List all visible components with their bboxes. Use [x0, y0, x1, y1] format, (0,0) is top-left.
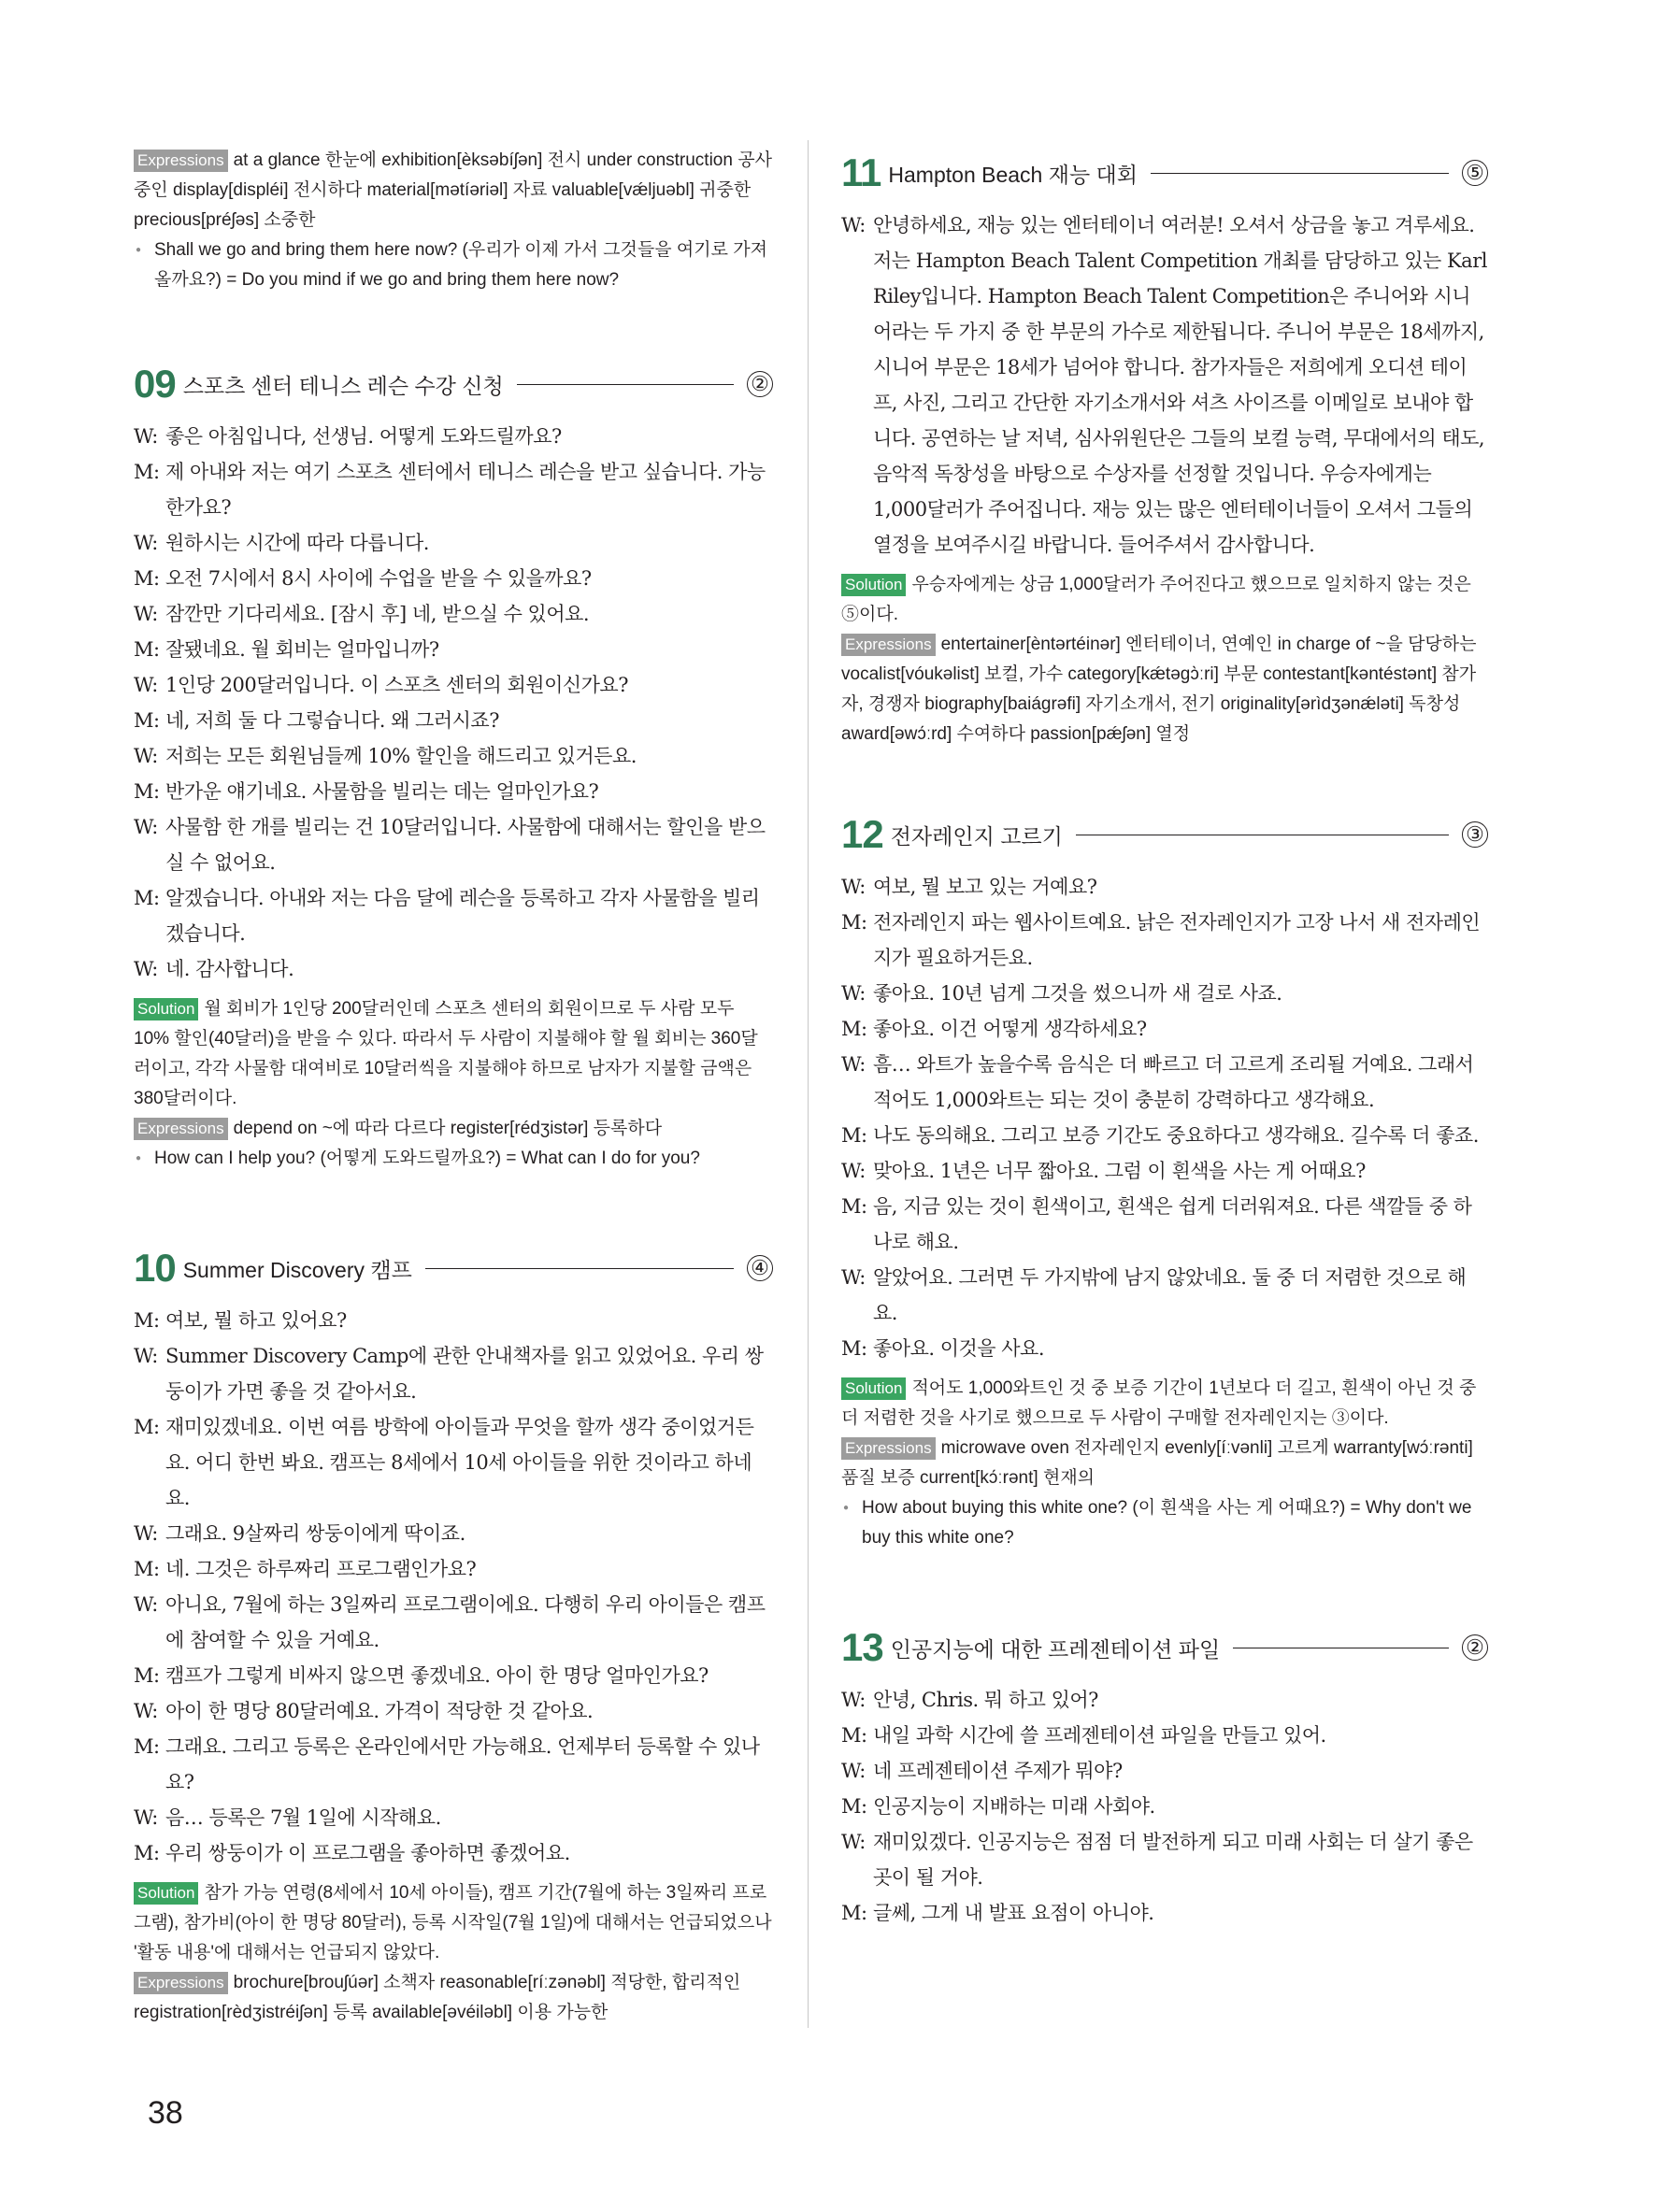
dialogue-line	[134, 951, 773, 987]
dialogue-line	[134, 419, 773, 454]
dialogue-line	[134, 1587, 773, 1658]
dialogue-line	[134, 738, 773, 774]
utterance-text: 사물함 한 개를 빌리는 건 10달러입니다. 사물함에 대해서는 할인을 받으실 수 없어요.	[165, 816, 766, 874]
solution-note: Solution 참가 가능 연령(8세에서 10세 아이들), 캠프 기간(7월에 하는 3일짜리 프로그램), 참가비(아이 한 명당 80달러), 등록 시작일(7월 1일)에 대해서는 언급되었으나 '활동 내용'에 대해서는 언급되지 않았다.	[134, 1883, 772, 1962]
utterance-text: 좋아요. 이건 어떻게 생각하세요?	[873, 1018, 1147, 1040]
utterance-text: 여보, 뭘 하고 있어요?	[165, 1309, 347, 1332]
utterance-text: 재미있겠네요. 이번 여름 방학에 아이들과 무엇을 할까 생각 중이었거든요. 어디 한번 봐요. 캠프는 8세에서 10세 아이들을 위한 것이라고 하네요.	[165, 1416, 754, 1509]
utterance-text: 좋은 아침입니다, 선생님. 어떻게 도와드릴까요?	[165, 425, 562, 448]
speaker-label: M:	[134, 1735, 160, 1758]
utterance-text: 캠프가 그렇게 비싸지 않으면 좋겠네요. 아이 한 명당 얼마인가요?	[165, 1664, 709, 1687]
speaker-label: W:	[134, 1593, 158, 1616]
expressions-note: Expressions depend on ~에 따라 다르다 register[rédʒistər] 등록하다	[134, 1114, 773, 1144]
dialogue-line	[841, 1011, 1488, 1047]
speaker-label: W:	[134, 425, 158, 448]
speaker-label: M:	[134, 1842, 160, 1864]
speaker-label: W:	[134, 745, 158, 767]
dialogue-line	[134, 1303, 773, 1338]
dialogue-line	[134, 632, 773, 667]
speaker-label: M:	[134, 1416, 160, 1438]
utterance-text: 좋아요. 이것을 사요.	[873, 1337, 1044, 1360]
utterance-text: 전자레인지 파는 웹사이트예요. 낡은 전자레인지가 고장 나서 새 전자레인지가 필요하거든요.	[873, 911, 1481, 969]
utterance-text: 원하시는 시간에 따라 다릅니다.	[165, 532, 429, 554]
speaker-label: M:	[134, 887, 160, 909]
dialogue-line	[134, 809, 773, 880]
dialogue	[841, 869, 1488, 1366]
header-rule	[517, 384, 734, 385]
speaker-label: M:	[134, 709, 160, 732]
utterance-text: 안녕하세요, 재능 있는 엔터테이너 여러분! 오셔서 상금을 놓고 겨루세요. 저는 Hampton Beach Talent Competition 개최를 담당하고 있는 Karl Riley입니다. Hampton Beach Talent Competition은 주니어와 시니어라는 두 가지 중 한 부문의 가수로 제한됩니다. 주니어 부문은 18세까지, 시니어 부문은 18세가 넘어야 합니다. 참가자들은 저희에게 오디션 테이프, 사진, 그리고 간단한 자기소개서와 셔츠 사이즈를 이메일로 보내야 합니다. 공연하는 날 저녁, 심사위원단은 그들의 보컬 능력, 무대에서의 태도, 음악적 독창성을 바탕으로 수상자를 선정할 것입니다. 우승자에게는 1,000달러가 주어집니다. 재능 있는 많은 엔터테이너들이 오셔서 그들의 열정을 보여주시길 바랍니다. 들어주셔서 감사합니다.	[873, 214, 1487, 556]
speaker-label: M:	[841, 1018, 867, 1040]
dialogue-line	[841, 207, 1488, 563]
section-number: 09	[134, 362, 176, 406]
utterance-text: 오전 7시에서 8시 사이에 수업을 받을 수 있을까요?	[165, 567, 592, 590]
example-bullet: ● How can I help you? (어떻게 도와드릴까요?) = What can I do for you?	[134, 1144, 773, 1174]
dialogue-line	[841, 1824, 1488, 1895]
page-number: 38	[148, 2095, 183, 2131]
header-rule	[425, 1268, 734, 1269]
dialogue-line	[841, 1153, 1488, 1189]
utterance-text: 글쎄, 그게 내 발표 요점이 아니야.	[873, 1902, 1154, 1924]
speaker-label: W:	[134, 1700, 158, 1722]
utterance-text: 저희는 모든 회원님들께 10% 할인을 해드리고 있거든요.	[165, 745, 637, 767]
speaker-label: W:	[134, 1522, 158, 1545]
expressions-tag: Expressions	[134, 1118, 228, 1140]
dialogue	[841, 1682, 1488, 1931]
dialogue-line	[841, 905, 1488, 976]
section-number: 10	[134, 1246, 176, 1290]
answer-circle: ②	[1462, 1634, 1488, 1661]
speaker-label: M:	[134, 461, 160, 483]
answer-circle: ④	[747, 1255, 773, 1281]
dialogue-line	[134, 1338, 773, 1409]
solution-tag: Solution	[841, 1377, 906, 1400]
expressions-tag: Expressions	[841, 634, 936, 656]
speaker-label: W:	[134, 532, 158, 554]
left-column	[134, 140, 773, 2028]
speaker-label: W:	[841, 1053, 866, 1076]
utterance-text: 여보, 뭘 보고 있는 거예요?	[873, 876, 1097, 898]
speaker-label: W:	[134, 603, 158, 625]
speaker-label: M:	[134, 1558, 160, 1580]
section-13	[841, 1624, 1488, 1931]
top-notes	[134, 146, 773, 295]
section-number: 12	[841, 812, 883, 856]
dialogue	[841, 207, 1488, 563]
section-title: 전자레인지 고르기	[890, 823, 1063, 849]
utterance-text: 네. 그것은 하루짜리 프로그램인가요?	[165, 1558, 477, 1580]
speaker-label: M:	[134, 1309, 160, 1332]
example-bullet: ● How about buying this white one? (이 흰색을 사는 게 어때요?) = Why don't we buy this white one?	[841, 1493, 1488, 1553]
speaker-label: W:	[841, 214, 866, 236]
section-09	[134, 361, 773, 1174]
utterance-text: 그래요. 그리고 등록은 온라인에서만 가능해요. 언제부터 등록할 수 있나요?	[165, 1735, 760, 1793]
dialogue	[134, 1303, 773, 1871]
expressions-note: Expressions microwave oven 전자레인지 evenly[íːvənli] 고르게 warranty[wɔ́ːrənti] 품질 보증 current[kɔ́ːrənt] 현재의	[841, 1438, 1473, 1488]
speaker-label: M:	[841, 911, 867, 934]
dialogue-line	[134, 880, 773, 951]
section-number: 11	[841, 150, 881, 194]
section-number: 13	[841, 1625, 883, 1669]
speaker-label: W:	[841, 1760, 866, 1782]
speaker-label: W:	[841, 1689, 866, 1711]
utterance-text: 알겠습니다. 아내와 저는 다음 달에 레슨을 등록하고 각자 사물함을 빌리겠습니다.	[165, 887, 760, 945]
dialogue-line	[134, 525, 773, 561]
dialogue-line	[134, 1693, 773, 1729]
speaker-label: M:	[841, 1337, 867, 1360]
dialogue-line	[134, 1729, 773, 1800]
utterance-text: 좋아요. 10년 넘게 그것을 썼으니까 새 걸로 사죠.	[873, 982, 1282, 1005]
dialogue-line	[841, 976, 1488, 1011]
solution-note: Solution 적어도 1,000와트인 것 중 보증 기간이 1년보다 더 길고, 흰색이 아닌 것 중 더 저렴한 것을 사기로 했으므로 두 사람이 구매할 전자레인지는 ③이다.	[841, 1378, 1477, 1428]
answer-circle: ⑤	[1462, 160, 1488, 186]
speaker-label: M:	[841, 1724, 867, 1747]
dialogue-line	[841, 1753, 1488, 1789]
utterance-text: 재미있겠다. 인공지능은 점점 더 발전하게 되고 미래 사회는 더 살기 좋은 곳이 될 거야.	[873, 1831, 1473, 1889]
section-11	[841, 150, 1488, 749]
dialogue-line	[841, 1682, 1488, 1718]
utterance-text: 1인당 200달러입니다. 이 스포츠 센터의 회원이신가요?	[165, 674, 628, 696]
dialogue-line	[841, 1789, 1488, 1824]
section-title: Summer Discovery 캠프	[182, 1257, 412, 1282]
section-header	[841, 1624, 1488, 1671]
expressions-tag: Expressions	[134, 150, 228, 172]
dialogue-line	[841, 1260, 1488, 1331]
answer-circle: ②	[747, 371, 773, 397]
expressions-note: Expressions at a glance 한눈에 exhibition[èksəbíʃən] 전시 under construction 공사 중인 display[displéi] 전시하다 material[mətíəriəl] 자료 valuable[vǽljuəbl] 귀중한 precious[préʃəs] 소중한	[134, 150, 772, 230]
utterance-text: 우리 쌍둥이가 이 프로그램을 좋아하면 좋겠어요.	[165, 1842, 570, 1864]
dialogue-line	[134, 454, 773, 525]
answer-circle: ③	[1462, 821, 1488, 848]
speaker-label: M:	[134, 567, 160, 590]
solution-tag: Solution	[134, 998, 198, 1020]
solution-tag: Solution	[841, 574, 906, 596]
dialogue-line	[841, 1047, 1488, 1118]
expressions-tag: Expressions	[134, 1972, 228, 1994]
utterance-text: 아니요, 7월에 하는 3일짜리 프로그램이에요. 다행히 우리 아이들은 캠프에 참여할 수 있을 거예요.	[165, 1593, 766, 1651]
section-title: 스포츠 센터 테니스 레슨 수강 신청	[182, 373, 504, 398]
speaker-label: W:	[134, 1806, 158, 1829]
utterance-text: 내일 과학 시간에 쓸 프레젠테이션 파일을 만들고 있어.	[873, 1724, 1326, 1747]
section-10	[134, 1245, 773, 2028]
dialogue-line	[134, 667, 773, 703]
speaker-label: M:	[841, 1124, 867, 1147]
dialogue-line	[134, 1409, 773, 1516]
utterance-text: 아이 한 명당 80달러예요. 가격이 적당한 것 같아요.	[165, 1700, 594, 1722]
dialogue-line	[841, 1718, 1488, 1753]
utterance-text: 네, 저희 둘 다 그렇습니다. 왜 그러시죠?	[165, 709, 499, 732]
dialogue-line	[134, 703, 773, 738]
expressions-tag: Expressions	[841, 1437, 936, 1460]
expressions-note: Expressions brochure[brouʃúər] 소책자 reasonable[ríːzənəbl] 적당한, 합리적인 registration[rèdʒistréiʃən] 등록 available[əvéiləbl] 이용 가능한	[134, 1973, 741, 2022]
column-divider	[808, 140, 809, 2028]
utterance-text: 제 아내와 저는 여기 스포츠 센터에서 테니스 레슨을 받고 싶습니다. 가능한가요?	[165, 461, 766, 519]
dialogue-line	[841, 869, 1488, 905]
speaker-label: W:	[134, 1345, 158, 1367]
speaker-label: W:	[134, 674, 158, 696]
utterance-text: Summer Discovery Camp에 관한 안내책자를 읽고 있었어요. 우리 쌍둥이가 가면 좋을 것 같아서요.	[165, 1345, 764, 1403]
section-title: 인공지능에 대한 프레젠테이션 파일	[890, 1636, 1221, 1662]
utterance-text: 인공지능이 지배하는 미래 사회야.	[873, 1795, 1155, 1818]
dialogue-line	[134, 1516, 773, 1551]
speaker-label: W:	[841, 1831, 866, 1853]
dialogue-line	[134, 1658, 773, 1693]
dialogue-line	[134, 561, 773, 596]
utterance-text: 음, 지금 있는 것이 흰색이고, 흰색은 쉽게 더러워져요. 다른 색깔들 중 하나로 해요.	[873, 1195, 1472, 1253]
dialogue-line	[134, 1800, 773, 1835]
example-bullet: ● Shall we go and bring them here now? (우리가 이제 가서 그것들을 여기로 가져올까요?) = Do you mind if we go and bring them here now?	[134, 235, 773, 295]
utterance-text: 알았어요. 그러면 두 가지밖에 남지 않았네요. 둘 중 더 저렴한 것으로 해요.	[873, 1266, 1467, 1324]
header-rule	[1151, 173, 1449, 174]
dialogue-line	[134, 774, 773, 809]
speaker-label: W:	[841, 1266, 866, 1289]
utterance-text: 반가운 얘기네요. 사물함을 빌리는 데는 얼마인가요?	[165, 780, 599, 803]
speaker-label: M:	[134, 780, 160, 803]
dialogue	[134, 419, 773, 987]
expressions-note: Expressions entertainer[èntərtéinər] 엔터테이너, 연예인 in charge of ~을 담당하는 vocalist[vóukəlist] 보컬, 가수 category[kǽtəgɔ̀ːri] 부문 contestant[kəntéstənt] 참가자, 경쟁자 biography[baiágrəfi] 자기소개서, 전기 originality[ərìdʒənǽləti] 독창성 award[əwɔ́ːrd] 수여하다 passion[pǽʃən] 열정	[841, 635, 1477, 744]
speaker-label: M:	[841, 1902, 867, 1924]
speaker-label: M:	[841, 1795, 867, 1818]
section-header	[841, 150, 1488, 196]
dialogue-line	[841, 1331, 1488, 1366]
solution-tag: Solution	[134, 1882, 198, 1905]
section-header	[134, 361, 773, 407]
utterance-text: 맞아요. 1년은 너무 짧아요. 그럼 이 흰색을 사는 게 어때요?	[873, 1160, 1366, 1182]
dialogue-line	[134, 1551, 773, 1587]
solution-note: Solution 우승자에게는 상금 1,000달러가 주어진다고 했으므로 일치하지 않는 것은 ⑤이다.	[841, 575, 1471, 624]
dialogue-line	[841, 1189, 1488, 1260]
utterance-text: 네. 감사합니다.	[165, 958, 294, 980]
utterance-text: 안녕, Chris. 뭐 하고 있어?	[873, 1689, 1098, 1711]
utterance-text: 음… 등록은 7월 1일에 시작해요.	[165, 1806, 441, 1829]
section-header	[841, 811, 1488, 858]
speaker-label: M:	[841, 1195, 867, 1218]
speaker-label: W:	[841, 876, 866, 898]
speaker-label: W:	[841, 982, 866, 1005]
dialogue-line	[134, 1835, 773, 1871]
dialogue-line	[841, 1895, 1488, 1931]
section-12	[841, 811, 1488, 1553]
dialogue-line	[841, 1118, 1488, 1153]
section-title: Hampton Beach 재능 대회	[888, 162, 1138, 187]
utterance-text: 흠… 와트가 높을수록 음식은 더 빠르고 더 고르게 조리될 거예요. 그래서 적어도 1,000와트는 되는 것이 충분히 강력하다고 생각해요.	[873, 1053, 1474, 1111]
utterance-text: 잠깐만 기다리세요. [잠시 후] 네, 받으실 수 있어요.	[165, 603, 590, 625]
section-header	[134, 1245, 773, 1292]
speaker-label: M:	[134, 1664, 160, 1687]
right-column	[841, 140, 1488, 1938]
utterance-text: 네 프레젠테이션 주제가 뭐야?	[873, 1760, 1123, 1782]
utterance-text: 그래요. 9살짜리 쌍둥이에게 딱이죠.	[165, 1522, 465, 1545]
dialogue-line	[134, 596, 773, 632]
speaker-label: W:	[841, 1160, 866, 1182]
speaker-label: W:	[134, 816, 158, 838]
utterance-text: 잘됐네요. 월 회비는 얼마입니까?	[165, 638, 439, 661]
speaker-label: W:	[134, 958, 158, 980]
speaker-label: M:	[134, 638, 160, 661]
solution-note: Solution 월 회비가 1인당 200달러인데 스포츠 센터의 회원이므로 두 사람 모두 10% 할인(40달러)을 받을 수 있다. 따라서 두 사람이 지불해야 할 월 회비는 360달러이고, 각각 사물함 대여비로 10달러씩을 지불해야 하므로 남자가 지불할 금액은 380달러이다.	[134, 999, 758, 1108]
utterance-text: 나도 동의해요. 그리고 보증 기간도 중요하다고 생각해요. 길수록 더 좋죠.	[873, 1124, 1479, 1147]
